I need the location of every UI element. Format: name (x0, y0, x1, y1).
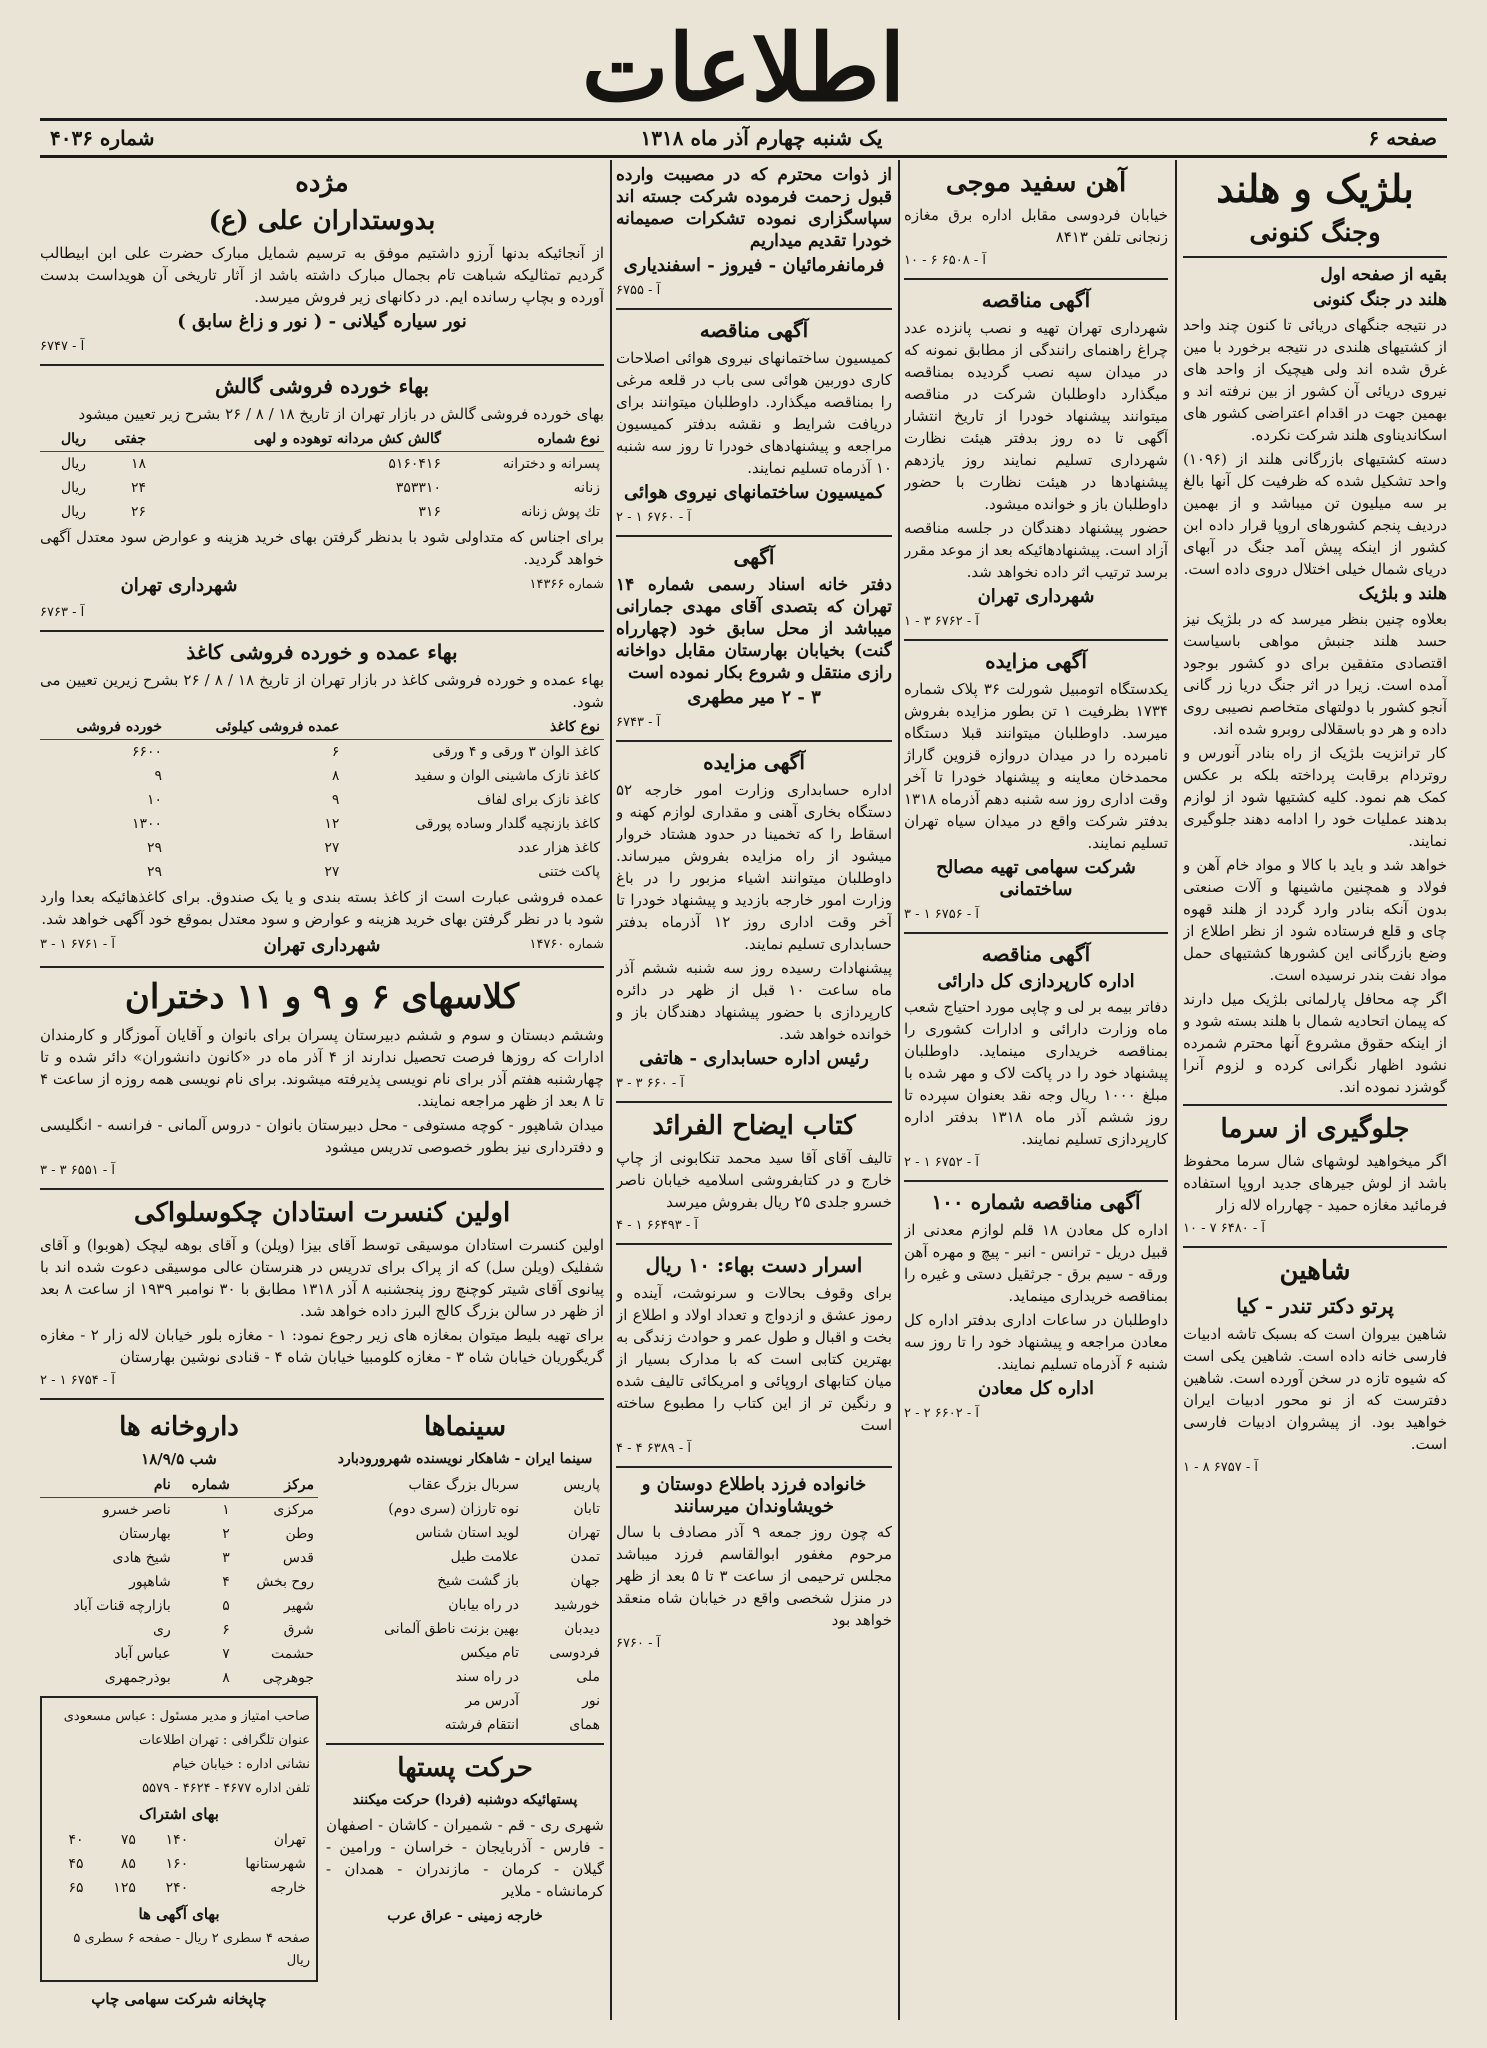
table-cell: ۳۱۶ (418, 504, 441, 520)
price-list-note: برای اجناس که متداولی شود با بدنظر گرفتن بهای خرید هزینه و عوارض سود معتدل آگهی خواهد گردید. (40, 528, 604, 568)
tender-code: آ - ۶۷۶۲ ۳ - ۱ (904, 614, 979, 629)
pharmacy-table (40, 1473, 318, 1690)
table-cell: پسرانه و دخترانه (502, 456, 600, 472)
thanks-signature: فرمانفرمائیان - فیروز - اسفندیاری (623, 255, 885, 276)
table-header: شماره (175, 1473, 234, 1498)
table-cell: ۵ (222, 1598, 230, 1614)
article-paragraph: خواهد شد و باید با کالا و مواد خام آهن و فولاد و همچنین ماشینها و آلات صنعتی بدون آنکه بنادر وارد گردد از هلند قهوه چای و قلع فرستاده شود از نظر اطلاع از وضع بازرگانی این کشورها کشتیهای حمل مواد نفت بندر نرسیده است. (1183, 856, 1447, 984)
publisher-box (40, 1696, 318, 1982)
table-cell: ریال (60, 456, 87, 472)
table-row (326, 1641, 604, 1665)
table-row (40, 500, 604, 524)
price-list-title: بهاء عمده و خورده فروشی کاغذ (186, 640, 458, 664)
auction-signature: شرکت سهامی تهیه مصالح ساختمانی (936, 857, 1136, 900)
table-cell: ۹ (154, 768, 163, 784)
table-cell: ۶ (222, 1622, 230, 1638)
thanks-body: از ذوات محترم که در مصیبت وارده قبول زحمت فرموده شرکت جسته اند سپاسگزاری نموده تشکرات صمیمانه خودرا تقدیم میداریم (616, 165, 892, 251)
notice-subtitle: پرتو دکتر تندر - کیا (1236, 1294, 1394, 1318)
table-cell: ۲۴ (130, 480, 146, 496)
table-cell: وطن (285, 1526, 314, 1542)
auction-title: آگهی مزایده (985, 649, 1087, 673)
ad-body: خیابان فردوسی مقابل اداره برق مغازه زنجانی تلفن ۸۴۱۳ (904, 206, 1168, 246)
cinema-name: پاریس (563, 1477, 600, 1493)
concert-code: آ - ۶۷۵۴ ۱ - ۲ (40, 1373, 115, 1388)
section-heading: هلند در جنگ کنونی (1313, 290, 1447, 310)
table-cell: بوذرجمهری (104, 1670, 171, 1686)
table-cell: شهرستانها (245, 1856, 306, 1872)
tender-body: اداره کل معادن ۱۸ قلم لوازم معدنی از قبیل دریل - ترانس - انبر - پیچ و مهره آهن ورقه - سیم برق - جرثقیل دستی و غیره را بمناقصه خریداری مینماید. (904, 1221, 1168, 1305)
notice-title: جلوگیری از سرما (1220, 1114, 1410, 1144)
table-row (326, 1617, 604, 1641)
memorial-code: آ - ۶۷۶۰ (616, 1636, 661, 1651)
post-foreign: خارجه زمینی - عراق عرب (387, 1908, 543, 1924)
table-cell: ۱۲ (324, 816, 340, 832)
table-cell: ۳ (222, 1550, 230, 1566)
table-cell: ۶۶۰۰ (132, 744, 163, 760)
table-cell: بازارچه قنات آباد (73, 1598, 171, 1614)
table-row (326, 1689, 604, 1713)
concert-body: اولین کنسرت استادان موسیقی توسط آقای بیزا (ویلن) و آقای بوهه لیچک (هوبوا) و آقای شفلیک (ویلن سل) که از پراک برای تدریس در هنرستان عالی موسیقی دعوت شده اند با پیانوی آقای شیتر کوچنچ روز پنجشنبه ۸ آذر ۱۳۱۸ مطابق با ۳۰ نوامبر ۱۹۳۹ از ساعت ۸ بعد از ظهر در سالن بزرگ کالج البرز داده خواهد شد. (40, 1236, 604, 1320)
subscription-title: بهای اشتراک (139, 1805, 219, 1823)
tender-title: آگهی مناقصه (981, 942, 1091, 966)
table-cell: ۶ (331, 744, 340, 760)
film-title: انتقام فرشته (444, 1717, 519, 1733)
table-row (40, 860, 604, 884)
table-row (40, 476, 604, 500)
cinema-name: نور (582, 1693, 600, 1709)
book-body: تالیف آقای آقا سید محمد تنکابونی از چاپ خارج و در کتابفروشی اسلامیه خیابان ناصر خسرو جلدی ۲۵ ریال بفروش میرسد (616, 1149, 892, 1211)
article-paragraph: بعلاوه چنین بنظر میرسد که در بلژیک نیز حسد هلند جنبش مواهی باسیاست اقتصادی متفقین برای دو کشور بوجود آمده است. زیرا در اثر جنگ دریا زر گانی آنجو کشور با دولتهای متخاصم نصیبی روی داده و هر دو باسقلالی روبرو شده اند. (1183, 610, 1447, 738)
table-cell: ۱۶۰ (165, 1856, 189, 1872)
table-cell: بهارستان (118, 1526, 171, 1542)
film-title: باز گشت شیخ (437, 1573, 519, 1589)
classes-code: آ - ۶۵۵۱ ۳ - ۳ (40, 1163, 115, 1178)
table-cell: ۹ (331, 792, 340, 808)
column-rule (1175, 160, 1177, 2020)
table-cell: شاهپور (129, 1574, 171, 1590)
publisher-phone: تلفن اداره ۴۶۷۷ - ۴۶۲۴ - ۵۵۷۹ (142, 1781, 310, 1796)
tender-signature: کمیسیون ساختمانهای نیروی هوائی (623, 482, 885, 503)
table-cell: پاکت ختنی (538, 864, 600, 880)
table-row (40, 764, 604, 788)
table-cell: ۵۱۶۰۴۱۶ (388, 456, 441, 472)
announcement-code: آ - ۶۷۴۷ (40, 339, 85, 354)
table-row (40, 1546, 318, 1570)
price-list-number: شماره ۱۴۳۶۶ (529, 577, 604, 592)
publisher-telegraph: عنوان تلگرافی : تهران اطلاعات (138, 1733, 310, 1748)
article-paragraph: اگر چه محافل پارلمانی بلژیک میل دارند که پیمان اتحادیه شمال با هلند بسته شود و از اینکه حقوق مشروع آنها محترم شمرده نشود اظهار نگرانی کرده و لزوم آنرا گوشزد نموده اند. (1183, 990, 1447, 1096)
auction-code: آ - ۶۶۰ ۳ - ۳ (616, 1076, 685, 1091)
table-cell: ۱۳۰۰ (132, 816, 163, 832)
tender-title: آگهی مناقصه (699, 318, 809, 342)
tender-body: دفاتر بیمه بر لی و چاپی مورد احتیاج شعب ماه وزارت دارائی و ادارات کشوری را بمناقصه خریداری مینماید. داوطلبان پیشنهاد خود را در پاکت لاک و مهر شده با مبلغ ۱۰۰۰ ریال وجه نقد بعنوان سپرده تا روز ششم آذر ماه ۱۳۱۸ بدفتر اداره کارپردازی تسلیم نمایند. (904, 998, 1168, 1148)
pharmacy-title: داروخانه ها (119, 1412, 239, 1442)
table-cell: ۸ (331, 768, 340, 784)
table-row (40, 1618, 318, 1642)
auction-body: پیشنهادات رسیده روز سه شنبه ششم آذر ماه ساعت ۱۰ قبل از ظهر در دائره کارپردازی با حضور پیشنهاد دهندگان باز و خوانده خواهد شد. (616, 959, 892, 1043)
film-title: نوه تارزان (سری دوم) (388, 1501, 519, 1517)
table-header: عمده فروشی کیلوئی (166, 715, 343, 740)
table-cell: ۶۵ (68, 1880, 84, 1896)
table-cell: ۴ (222, 1574, 230, 1590)
tender-body: کمیسیون ساختمانهای نیروی هوائی اصلاحات کاری دوربین هوائی سی باب در قلعه مرغی را بمناقصه میگذارد. داوطلبان میتوانند برای دریافت شرایط و نقشه بدفتر کمیسیون مراجعه و پیشنهادهای خودرا تا روز سه شنبه ۱۰ آذرماه تسلیم نمایند. (616, 349, 892, 477)
article-title: بلژیک و هلند (1216, 166, 1414, 211)
table-cell: تك پوش زنانه (520, 504, 600, 520)
table-row (40, 836, 604, 860)
table-row (40, 788, 604, 812)
publisher-owner: صاحب امتیاز و مدیر مسئول : عباس مسعودی (63, 1709, 310, 1724)
notice-code: آ - ۶۷۵۷ ۸ - ۱ (1183, 1460, 1258, 1475)
table-cell: جوهرچی (262, 1670, 314, 1686)
price-list-signature: شهرداری تهران (263, 935, 381, 956)
column-notices-a (904, 162, 1168, 2018)
table-row (48, 1852, 310, 1876)
book-body: برای وقوف بحالات و سرنوشت، آینده و رموز عشق و ازدواج و تعداد اولاد و اطلاع از بخت و اقبال و طول عمر و حوادث زندگی به بهترین کتابی است که با مدارک بسیار از میان کتابهای اروپائی و امریکائی تالیف شده و رنگین تر از این کتاب را مطبوع ساخته است (616, 1284, 892, 1434)
table-row (40, 812, 604, 836)
cinema-table (326, 1473, 604, 1737)
table-cell: ۲۷ (324, 864, 340, 880)
notice-title: آگهی (733, 545, 775, 569)
column-announcements (40, 162, 604, 2018)
table-cell: ۸ (222, 1670, 230, 1686)
table-header: خورده فروشی (40, 715, 166, 740)
table-cell: ۲۶ (130, 504, 146, 520)
table-cell: کاغذ الوان ۳ ورقی و ۴ ورقی (432, 744, 600, 760)
film-title: آدرس مر (465, 1693, 519, 1709)
concert-title: اولین کنسرت استادان چکوسلواکی (133, 1198, 511, 1228)
auction-title: آگهی مزایده (703, 750, 805, 774)
tender-code: آ - ۶۶۰۲ ۲ - ۲ (904, 1406, 979, 1421)
ad-rates-title: بهای آگهی ها (138, 1905, 220, 1923)
film-title: علامت طیل (450, 1549, 519, 1565)
film-title: در راه سند (455, 1669, 519, 1685)
table-cell: کاغذ نازک برای لفاف (477, 792, 600, 808)
cinema-name: دیدبان (564, 1621, 600, 1637)
table-cell: ۷۵ (120, 1832, 136, 1848)
pharmacy-listing (40, 1406, 318, 2013)
article-subtitle: وجنگ کنونی (1249, 218, 1381, 248)
printer-credit: چاپخانه شرکت سهامی چاپ (91, 1990, 267, 2008)
cinema-name: تابان (573, 1501, 600, 1517)
table-header: نام (40, 1473, 175, 1498)
table-cell: تهران (273, 1832, 306, 1848)
tender-signature: شهرداری تهران (977, 586, 1095, 607)
cinema-listing (326, 1406, 604, 2013)
notice-title: شاهین (1279, 1256, 1351, 1286)
cinema-name: خورشید (554, 1597, 600, 1613)
table-cell: ۳۵۳۳۱۰ (395, 480, 441, 496)
announcement-body: از آنجائیکه بدنها آرزو داشتیم موفق به ترسیم شمایل مبارک حضرت علی ابن ابیطالب گردیم تمثالیکه شباهت تام بجمال مبارک داشته باشد از آثار تاریخی آن هویداست بدست آورده و بچاپ رسانده ایم. در دکانهای زیر فروش میرسد. (40, 244, 604, 306)
table-row (40, 452, 604, 477)
auction-body: یکدستگاه اتومبیل شورلت ۳۶ پلاک شماره ۱۷۳۴ بظرفیت ۱ تن بطور مزایده بفروش میرسد. داوطلبان میتوانند قبلا دستگاه نامبرده را در میدان دروازه قزوین گاراژ محمدخان معاینه و پیشنهاد خودرا تا آخر وقت اداری روز سه شنبه دهم آذرماه ۱۳۱۸ بدفتر شرکت واقع در میدان سیاه تهران تسلیم نمایند. (904, 680, 1168, 852)
table-row (326, 1713, 604, 1737)
tender-title: آگهی مناقصه شماره ۱۰۰ (931, 1190, 1141, 1214)
cinema-name: همای (569, 1717, 600, 1733)
article-paragraph: کار ترانزیت بلژیک از راه بنادر آنورس و روتردام برقابت پرداخته بلکه بر عکس کمک هم نمود. کلیه کشتیها شود از لوازم بدهند عملیات خود را ادامه دهند جلوگیری نمایند. (1183, 744, 1447, 850)
column-belgium-holland (1183, 162, 1447, 2018)
ad-rates: صفحه ۴ سطری ۲ ریال - صفحه ۶ سطری ۵ ریال (73, 1931, 310, 1968)
film-title: در راه بیابان (448, 1597, 519, 1613)
auction-code: آ - ۶۷۵۶ ۱ - ۳ (904, 907, 979, 922)
notice-code: آ - ۶۴۸۰ ۷ - ۱۰ (1183, 1221, 1265, 1236)
classes-address: میدان شاهپور - کوچه مستوفی - محل دبیرستان بانوان - دروس آلمانی - فرانسه - انگلیسی و دفترداری نیز بطور خصوصی تدریس میشود (40, 1116, 604, 1156)
table-cell: قدس (282, 1550, 314, 1566)
table-header: گالش کش مردانه توهوده و لهی (150, 427, 445, 452)
tender-signature: اداره کل معادن (978, 1378, 1094, 1399)
price-list-intro: بهاء عمده و خورده فروشی کاغذ در بازار تهران از تاریخ ۱۸ / ۸ / ۲۶ بشرح زیرین تعیین می شود. (40, 671, 604, 711)
announcement-subtitle: بدوستداران علی (ع) (208, 206, 436, 236)
column-rule (898, 160, 900, 2020)
table-header: مرکز (234, 1473, 318, 1498)
issue-date: یک شنبه چهارم آذر ماه ۱۳۱۸ (640, 126, 883, 150)
table-cell: ۲۹ (147, 840, 163, 856)
column-notices-b (616, 162, 892, 2018)
price-list-signature: شهرداری تهران (120, 575, 238, 596)
table-cell: ۱۲۵ (113, 1880, 136, 1896)
table-row (40, 1666, 318, 1690)
tender-code: آ - ۶۷۶۰ ۱ - ۲ (616, 510, 691, 525)
table-cell: ریال (60, 504, 87, 520)
table-cell: شهیر (283, 1598, 314, 1614)
film-title: بهین بزنت ناطق آلمانی (384, 1621, 519, 1637)
tender-body: داوطلبان در ساعات اداری بدفتر اداره کل معادن مراجعه و پیشنهاد خود را تا روز سه شنبه ۶ آذرماه تسلیم نمایند. (904, 1311, 1168, 1373)
table-cell: کاغذ بازنچیه گلدار وساده پورقی (415, 816, 600, 832)
table-row (326, 1521, 604, 1545)
table-row (326, 1593, 604, 1617)
issue-bar (40, 118, 1447, 158)
table-cell: کاغذ نازک ماشینی الوان و سفید (414, 768, 600, 784)
publisher-address: نشانی اداره : خیابان خیام (172, 1757, 310, 1772)
post-body: شهری ری - قم - شمیران - کاشان - اصفهان - فارس - آذربایجان - خراسان - ورامین - گیلان - کرمان - مازندران - همدان - کرمانشاه - ملایر (326, 1816, 604, 1900)
table-row (326, 1665, 604, 1689)
table-row (40, 1570, 318, 1594)
tender-subtitle: اداره کارپردازی کل دارائی (937, 971, 1135, 992)
table-cell: شرق (283, 1622, 314, 1638)
price-list-number: شماره ۱۴۷۶۰ (529, 937, 604, 952)
film-title: سربال بزرگ عقاب (408, 1477, 519, 1493)
table-cell: ۱۴۰ (165, 1832, 189, 1848)
auction-signature: رئیس اداره حسابداری - هاتفی (639, 1048, 869, 1069)
masthead: اطلاعات (581, 14, 906, 122)
notice-body: شاهین بیروان است که بسبک تاشه ادبیات فارسی خانه داده است. شاهین یکی است که شیوه تازه در سخن آورده است. شاهین دفترست که از نو محور ادبیات ایران خواهید بود. از پیشروان ادبیات فارسی است. (1183, 1325, 1447, 1453)
column-rule (610, 160, 612, 2020)
table-cell: ۴۰ (68, 1832, 84, 1848)
table-header: جفتی (90, 427, 150, 452)
price-list-intro: بهای خورده فروشی گالش در بازار تهران از تاریخ ۱۸ / ۸ / ۲۶ بشرح زیر تعیین میشود (78, 405, 604, 423)
table-row (326, 1497, 604, 1521)
tender-title: آگهی مناقصه (981, 288, 1091, 312)
table-row (48, 1828, 310, 1852)
thanks-code: آ - ۶۷۵۵ (616, 283, 661, 298)
table-row (40, 1498, 318, 1523)
table-header: نوع کاغذ (343, 715, 604, 740)
table-cell: شیخ هادی (112, 1550, 171, 1566)
announcement-title: مژده (295, 168, 349, 198)
table-cell: روح بخش (256, 1574, 314, 1590)
tender-code: آ - ۶۷۵۲ ۱ - ۲ (904, 1155, 979, 1170)
section-heading: هلند و بلژیک (1358, 584, 1447, 604)
table-cell: ریال (60, 480, 87, 496)
notice-code: آ - ۶۷۴۳ (616, 715, 661, 730)
table-cell: ۲ (222, 1526, 230, 1542)
book-code: آ - ۶۳۸۹ ۴ - ۴ (616, 1441, 691, 1456)
table-cell: ناصر خسرو (102, 1502, 171, 1518)
article-paragraph: دسته کشتیهای بازرگانی هلند از (۱۰۹۶) واحد تشکیل شده که ظرفیت کل آنها بالغ بر سه میلیون تن میباشد و از بهمین دردیف پنجم کشورهای اروپا قرار داده ابن کشور از اینکه پیش آمد جنگ در آبهای دریای شمال خیلی اختلال دروی داده است. (1183, 450, 1447, 578)
galosh-price-table (40, 427, 604, 524)
table-header: ریال (40, 427, 90, 452)
table-cell: عباس آباد (114, 1646, 171, 1662)
page-number: صفحه ۶ (1368, 126, 1437, 150)
paper-price-table (40, 715, 604, 884)
cinema-name: جهان (570, 1573, 600, 1589)
table-header: نوع شماره (445, 427, 604, 452)
auction-body: اداره حسابداری وزارت امور خارجه ۵۲ دستگاه بخاری آهنی و مقداری لوازم کهنه و اسقاط را که تخمینا در حدود هشتاد خروار میشود از راه مزایده بفروش میرساند. داوطلبان میتوانند اشیاء مزبور را در باغ وزارت امور خارجه بازدید و پیشنهاد خودرا تا آخر وقت اداری روز ۱۲ آذرماه بدفتر حسابداری تسلیم نمایند. (616, 781, 892, 953)
announcement-signature: نور سیاره گیلانی - ( نور و زاغ سابق ) (177, 311, 467, 332)
table-cell: ۸۵ (120, 1856, 136, 1872)
memorial-title: خانواده فرزد باطلاع دوستان و خویشاوندان میرسانند (641, 1474, 867, 1517)
continued-note: بقیه از صفحه اول (1320, 265, 1447, 285)
table-cell: ۲۷ (324, 840, 340, 856)
table-row (40, 1522, 318, 1546)
cinema-header: سینما ایران - شاهکار نویسنده شهرورودبارد (337, 1451, 593, 1467)
classes-title: کلاسهای ۶ و ۹ و ۱۱ دختران (124, 977, 520, 1017)
film-title: لوید استان شناس (415, 1525, 519, 1541)
table-cell: ۷ (222, 1646, 230, 1662)
tender-body: حضور پیشنهاد دهندگان در جلسه مناقصه آزاد است. پیشنهادهائیکه بعد از موعد مقرر برسد ترتیب اثر داده نخواهد شد. (904, 519, 1168, 581)
price-list-code: آ - ۶۷۶۱ ۱ - ۳ (40, 937, 115, 952)
book-title: کتاب ایضاح الفرائد (652, 1111, 856, 1141)
price-list-note: عمده فروشی عبارت است از کاغذ بسته بندی و یا یک صندوق. برای کاغذهائیکه بعدا وارد شود با در نظر گرفتن بهای خرید هزینه و عوارض و سود معتدل بموقع خود آگهی خواهد شد. (40, 888, 604, 928)
ad-code: آ - ۶۵۰۸ ۶ - ۱۰ (904, 253, 986, 268)
article-paragraph: در نتیجه جنگهای دریائی تا کنون چند واحد از کشتیهای هلندی در نتیجه برخورد با مین غرق شده اند ولی هیچیک از واحد های نیروی دریائی آن کشور از بین نرفته اند و بهمین جهت در اقدام اعتراضی کشور های اسکاندیناوی هلند شرکت نکرده. (1183, 316, 1447, 444)
notice-signature: ۳ - ۲ میر مطهری (687, 687, 821, 708)
cinema-name: تهران (567, 1525, 600, 1541)
table-cell: ۴۵ (68, 1856, 84, 1872)
table-cell: خارجه (270, 1880, 306, 1896)
table-row (40, 740, 604, 765)
table-cell: ۲۴۰ (165, 1880, 189, 1896)
post-subtitle: پستهائیکه دوشنبه (فردا) حرکت میکنند (352, 1792, 578, 1808)
issue-number: شماره ۴۰۳۶ (50, 126, 155, 150)
tender-body: شهرداری تهران تهیه و نصب پانزده عدد چراغ راهنمای رانندگی از مطابق نمونه که در میدان سپه نصب گردیده بمناقصه میگذارد داوطلبان شرکت در مناقصه میتوانند پیشنهاد خودرا از تاریخ انتشار آگهی تا ده روز بدفتر هیئت نظارت شهرداری تسلیم نمایند روز یازدهم پیشنهادها در هیئت نظارت با حضور داوطلبان باز و خوانده میشود. (904, 319, 1168, 513)
table-cell: ۱ (222, 1502, 230, 1518)
table-cell: کاغذ هزار عدد (517, 840, 600, 856)
notice-body: دفتر خانه اسناد رسمی شماره ۱۴ تهران که بتصدی آقای مهدی جمارانی میباشد از محل سابق خود (چهارراه گنت) بخیابان بهارستان مقابل دواخانه رازی منتقل و شروع بکار نموده است (616, 575, 892, 683)
table-cell: ۱۸ (130, 456, 146, 472)
film-title: تام میکس (460, 1645, 519, 1661)
table-cell: زنانه (573, 480, 600, 496)
memorial-body: که چون روز جمعه ۹ آذر مصادف با سال مرحوم مغفور ابوالقاسم فرزد میباشد مجلس ترحیمی از ساعت ۳ تا ۵ بعد از ظهر در منزل شخصی واقع در خیابان شاه منعقد خواهد بود (616, 1523, 892, 1629)
price-list-code: آ - ۶۷۶۳ (40, 605, 85, 620)
table-row (326, 1545, 604, 1569)
notice-body: اگر میخواهید لوشهای شال سرما محفوظ باشد از لوش جیرهای جدید اروپا استفاده فرمائید مغازه حمید - چهارراه لاله زار (1183, 1152, 1447, 1214)
concert-tickets: برای تهیه بلیط میتوان بمغازه های زیر رجوع نمود: ۱ - مغازه بلور خیابان لاله زار ۲ - مغازه گریگوریان خیابان شاه ۳ - مغازه کلومبیا خیابان شاه ۴ - قنادی نوشین بهارستان (40, 1326, 604, 1366)
book-title: اسرار دست بهاء: ۱۰ ریال (645, 1253, 863, 1277)
post-title: حرکت پستها (397, 1753, 533, 1783)
cinema-name: تمدن (570, 1549, 600, 1565)
cinema-title: سینماها (423, 1412, 507, 1442)
table-cell: حشمت (271, 1646, 314, 1662)
cinema-name: فردوسی (549, 1645, 600, 1661)
pharmacy-date: شب ۱۸/۹/۵ (141, 1450, 217, 1468)
subscription-table (48, 1828, 310, 1900)
table-cell: مرکزی (273, 1502, 314, 1518)
book-code: آ - ۶۶۴۹۳ ۱ - ۴ (616, 1218, 698, 1233)
table-row (48, 1876, 310, 1900)
price-list-title: بهاء خورده فروشی گالش (215, 374, 429, 398)
table-row (40, 1594, 318, 1618)
table-cell: ۲۹ (147, 864, 163, 880)
table-row (40, 1642, 318, 1666)
table-cell: ۱۰ (147, 792, 163, 808)
table-row (326, 1473, 604, 1497)
cinema-name: ملی (576, 1669, 600, 1685)
table-row (326, 1569, 604, 1593)
classes-body: وششم دبستان و سوم و ششم دبیرستان پسران برای بانوان و آقایان آموزگار و کارمندان ادارات که روزها فرصت تحصیل ندارند از ۴ آذر ماه در «کانون دانشوران» دائر شده و تا چهارشنبه هفتم آذر برای نام نویسی پذیرفته میشوند. برای نام نویسی همه روزه از ساعت ۴ تا ۸ بعد از ظهر مراجعه نمایند. (40, 1026, 604, 1110)
table-cell: ری (153, 1622, 171, 1638)
ad-title: آهن سفید موجی (945, 168, 1127, 198)
